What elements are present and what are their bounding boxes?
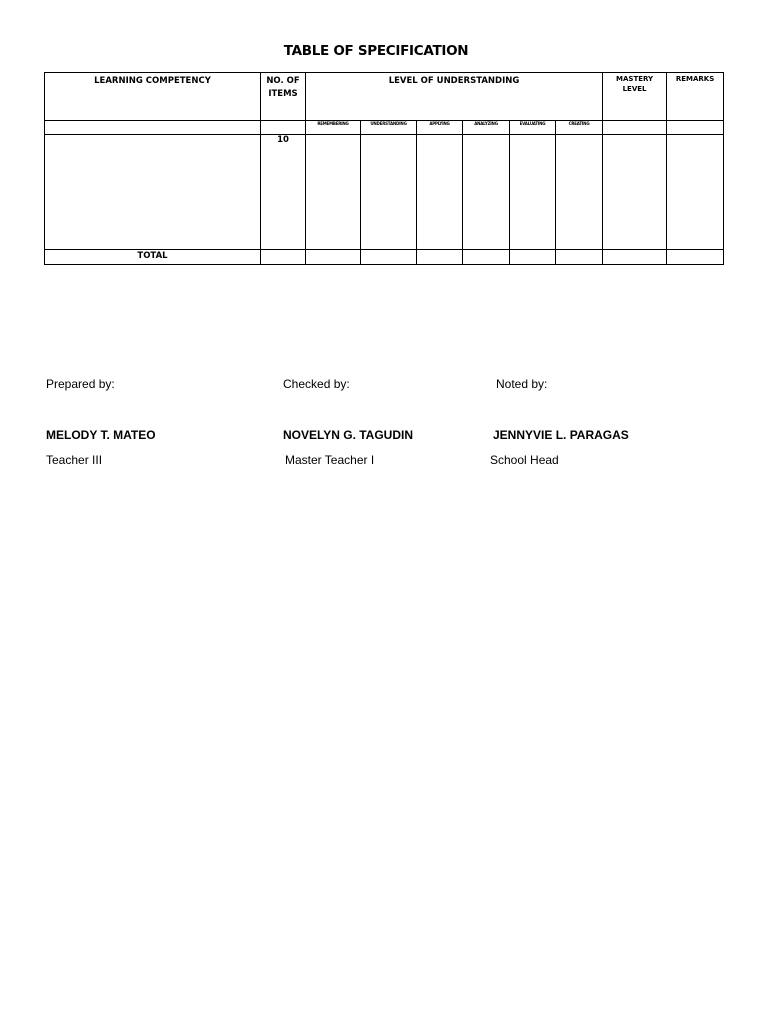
- header-remarks: REMARKS: [667, 73, 724, 121]
- prepared-by-label: Prepared by:: [46, 377, 115, 391]
- noted-by-name: JENNYVIE L. PARAGAS: [493, 428, 629, 442]
- level-analyzing: ANALYZING: [463, 121, 510, 135]
- header-learning-competency: LEARNING COMPETENCY: [45, 73, 261, 121]
- checked-by-position: Master Teacher I: [285, 453, 375, 467]
- level-subheader-row: [45, 121, 724, 135]
- total-mastery-level-cell[interactable]: [603, 250, 667, 265]
- total-remembering-cell[interactable]: [306, 250, 361, 265]
- total-creating-cell[interactable]: [556, 250, 603, 265]
- applying-cell[interactable]: [417, 135, 463, 250]
- checked-by-name: NOVELYN G. TAGUDIN: [283, 428, 414, 442]
- creating-cell[interactable]: [556, 135, 603, 250]
- header-no-of-items: NO. OF ITEMS: [261, 73, 306, 121]
- total-evaluating-cell[interactable]: [510, 250, 556, 265]
- level-applying: APPLYING: [417, 121, 463, 135]
- evaluating-cell[interactable]: [510, 135, 556, 250]
- total-row: [45, 250, 724, 265]
- checked-by-label: Checked by:: [283, 377, 350, 391]
- header-row: [45, 73, 724, 121]
- page-title: TABLE OF SPECIFICATION: [283, 43, 469, 59]
- noted-by-position: School Head: [490, 453, 559, 467]
- header-mastery-level: MASTERY LEVEL: [603, 73, 667, 121]
- prepared-by-name: MELODY T. MATEO: [46, 428, 156, 442]
- total-label: TOTAL: [45, 250, 261, 265]
- total-remarks-cell[interactable]: [667, 250, 724, 265]
- prepared-by-position: Teacher III: [46, 453, 103, 467]
- level-understanding: UNDERSTANDING: [361, 121, 417, 135]
- remembering-cell[interactable]: [306, 135, 361, 250]
- level-evaluating: EVALUATING: [510, 121, 556, 135]
- mastery-level-cell[interactable]: [603, 135, 667, 250]
- header-level-of-understanding: LEVEL OF UNDERSTANDING: [306, 73, 603, 121]
- total-items-cell[interactable]: [261, 250, 306, 265]
- remarks-cell[interactable]: [667, 135, 724, 250]
- understanding-cell[interactable]: [361, 135, 417, 250]
- competency-cell[interactable]: [45, 135, 261, 250]
- subheader-empty-cell: [603, 121, 667, 135]
- specification-table: [44, 72, 724, 265]
- items-count-cell: 10: [261, 135, 306, 250]
- noted-by-label: Noted by:: [496, 377, 548, 391]
- total-analyzing-cell[interactable]: [463, 250, 510, 265]
- total-applying-cell[interactable]: [417, 250, 463, 265]
- subheader-empty-cell: [667, 121, 724, 135]
- analyzing-cell[interactable]: [463, 135, 510, 250]
- table-row: [45, 135, 724, 250]
- level-remembering: REMEMBERING: [306, 121, 361, 135]
- subheader-empty-cell: [261, 121, 306, 135]
- total-understanding-cell[interactable]: [361, 250, 417, 265]
- subheader-empty-cell: [45, 121, 261, 135]
- level-creating: CREATING: [556, 121, 603, 135]
